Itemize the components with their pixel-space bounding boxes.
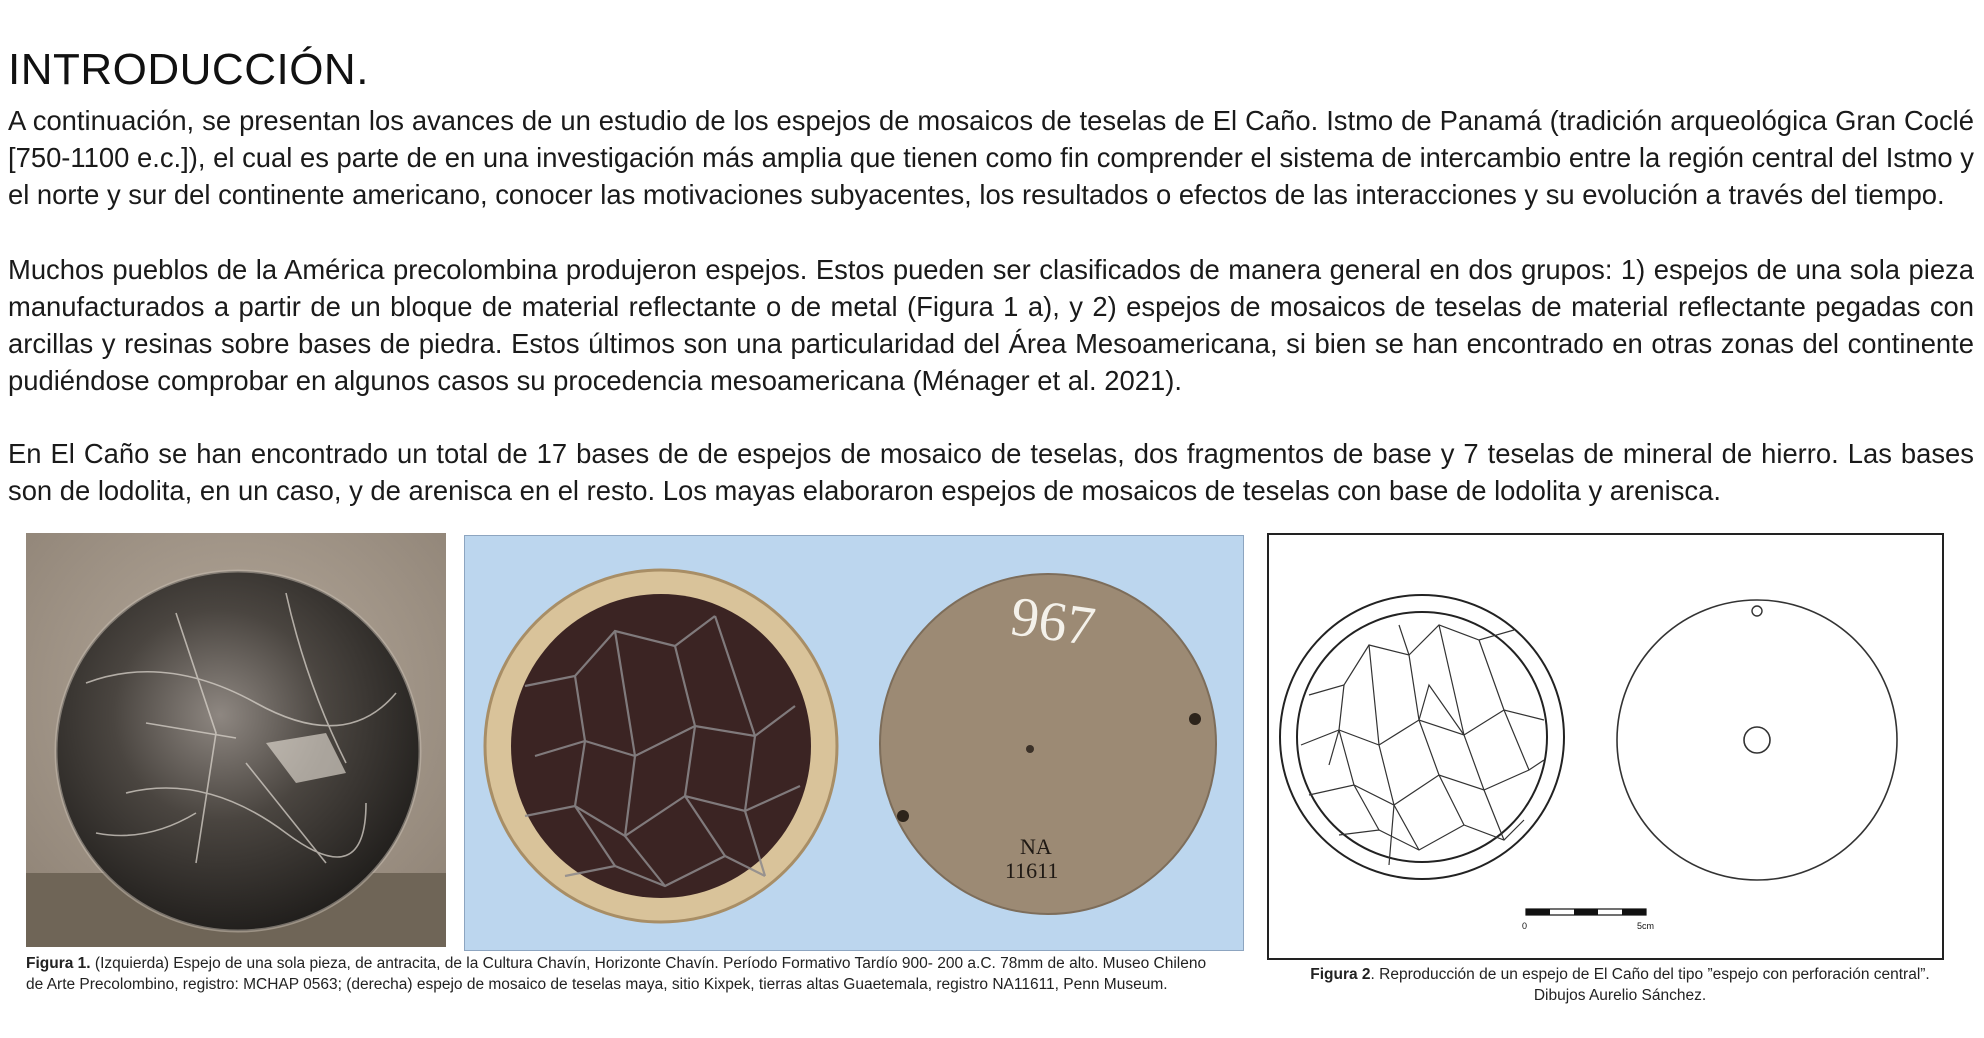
figure-1-label: Figura 1. xyxy=(26,955,91,972)
catalog-number-line2: 11611 xyxy=(1005,858,1059,883)
figure-2-label: Figura 2 xyxy=(1310,966,1371,983)
figure-1-caption-text: (Izquierda) Espejo de una sola pieza, de antracita, de la Cultura Chavín, Horizonte Chavín. Período Formativo Tardío 900- 200 a.C. 78mm de alto. Museo Chileno de Arte Precolombino, registro: MCHAP 0563; (derecha) espejo de mosaico de teselas maya, sitio Kixpek, tierras altas Guaetemala, registro NA11611, Penn Museum. xyxy=(26,955,1207,993)
figure-2-caption xyxy=(1300,964,1940,1006)
page-title: INTRODUCCIÓN. xyxy=(8,45,369,94)
intro-paragraph-3: En El Caño se han encontrado un total de 17 bases de de espejos de mosaico de teselas, dos fragmentos de base y 7 teselas de mineral de hierro. Las bases son de lodolita, en un caso, y de arenisca en el resto. Los mayas elaboraron espejos de mosaicos de teselas con base de lodolita y arenisca. xyxy=(8,438,1974,506)
scale-end-label: 5cm xyxy=(1637,921,1655,931)
figure-1-caption xyxy=(26,953,1226,995)
figure-1-anthracite-mirror-photo xyxy=(26,533,446,947)
scale-start-label: 0 xyxy=(1522,921,1528,931)
figure-2-mirror-drawing xyxy=(1267,533,1944,960)
figure-1-maya-mosaic-mirror-photo xyxy=(464,535,1244,951)
intro-paragraph-1: A continuación, se presentan los avances de un estudio de los espejos de mosaicos de teselas de El Caño. Istmo de Panamá (tradición arqueológica Gran Coclé [750-1100 e.c.]), el cual es parte de en una investigación más amplia que tienen como fin comprender el sistema de intercambio entre la región central del Istmo y el norte y sur del continente americano, conocer las motivaciones subyacentes, los resultados o efectos de las interacciones y su evolución a través del tiempo. xyxy=(8,105,1974,210)
figure-2-caption-text: . Reproducción de un espejo de El Caño del tipo ”espejo con perforación central”. Dibujos Aurelio Sánchez. xyxy=(1370,966,1930,1004)
intro-paragraph-2: Muchos pueblos de la América precolombina produjeron espejos. Estos pueden ser clasificados de manera general en dos grupos: 1) espejos de una sola pieza manufacturados a partir de un bloque de material reflectante o de metal (Figura 1 a), y 2) espejos de mosaicos de teselas de material reflectante pegadas con arcillas y resinas sobre bases de piedra. Estos últimos son una particularidad del Área Mesoamericana, si bien se han encontrado en otras zonas del continente pudiéndose comprobar en algunos casos su procedencia mesoamericana (Ménager et al. 2021). xyxy=(8,254,1974,396)
catalog-number-line1: NA xyxy=(1020,834,1052,859)
specimen-number-label: 967 xyxy=(1006,585,1099,659)
